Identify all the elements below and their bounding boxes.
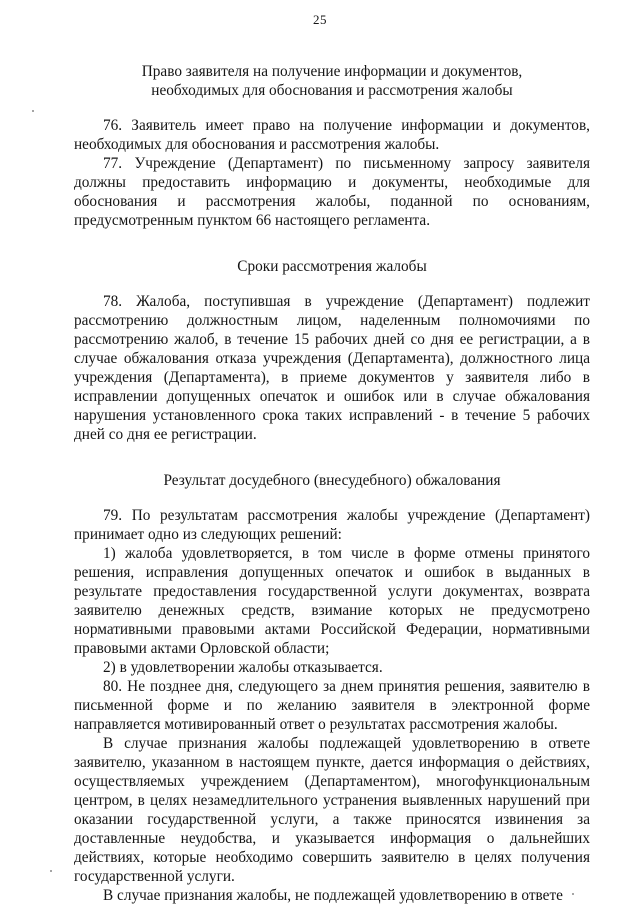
scan-speck [572, 893, 574, 895]
paragraph-78: 78. Жалоба, поступившая в учреждение (Департамент) подлежит рассмотрению должностным лицом, наделенным полномочиями по рассмотрению жалоб, в течение 15 рабочих дней со дня ее регистрации, а в случае обжалования отказа учреждения (Департамента), должностного лица учреждения (Департамента), в приеме документов у заявителя либо в исправлении допущенных опечаток и ошибок или в случае обжалования нарушения установленного срока таких исправлений - в течение 5 рабочих дней со дня ее регистрации. [74, 293, 590, 443]
page-number: 25 [313, 12, 327, 27]
heading-line: Право заявителя на получение информации и документов, [141, 63, 523, 80]
scan-speck [32, 110, 34, 112]
paragraph-80-not-satisfied: В случае признания жалобы, не подлежащей удовлетворению в ответе [103, 887, 563, 904]
heading-line: необходимых для обоснования и рассмотрения жалобы [151, 82, 513, 99]
paragraph-79-item-1: 1) жалоба удовлетворяется, в том числе в форме отмены принятого решения, исправления допущенных опечаток и ошибок в выданных в результате предоставления государственной услуги документах, возврата заявителю денежных средств, взимание которых не предусмотрено нормативными правовыми актами Российской Федерации, нормативными правовыми актами Орловской области; [74, 545, 590, 657]
paragraph-77: 77. Учреждение (Департамент) по письменному запросу заявителя должны предоставить информацию и документы, необходимые для обоснования и рассмотрения жалобы, поданной по основаниям, предусмотренным пунктом 66 настоящего регламента. [74, 155, 590, 229]
paragraph-79-item-2: 2) в удовлетворении жалобы отказывается. [103, 659, 383, 676]
scan-speck [50, 870, 52, 872]
section-heading-appeal-result [74, 471, 590, 490]
section-heading-applicant-rights [74, 62, 590, 100]
section-heading-review-terms [74, 257, 590, 276]
heading-line: Сроки рассмотрения жалобы [237, 258, 427, 275]
paragraph-80-satisfied: В случае признания жалобы подлежащей удовлетворению в ответе заявителю, указанном в настоящем пункте, дается информация о действиях, осуществляемых учреждением (Департаментом), многофункциональным центром, в целях незамедлительного устранения выявленных нарушений при оказании государственной услуги, а также приносятся извинения за доставленные неудобства, и указывается информация о дальнейших действиях, которые необходимо совершить заявителю в целях получения государственной услуги. [74, 735, 590, 885]
heading-line: Результат досудебного (внесудебного) обжалования [163, 472, 501, 489]
document-body [74, 62, 590, 905]
paragraph-76: 76. Заявитель имеет право на получение информации и документов, необходимых для обоснования и рассмотрения жалобы. [74, 117, 590, 153]
paragraph-79: 79. По результатам рассмотрения жалобы учреждение (Департамент) принимает одно из следующих решений: [74, 507, 590, 543]
paragraph-80: 80. Не позднее дня, следующего за днем принятия решения, заявителю в письменной форме и по желанию заявителя в электронной форме направляется мотивированный ответ о результатах рассмотрения жалобы. [74, 678, 590, 733]
